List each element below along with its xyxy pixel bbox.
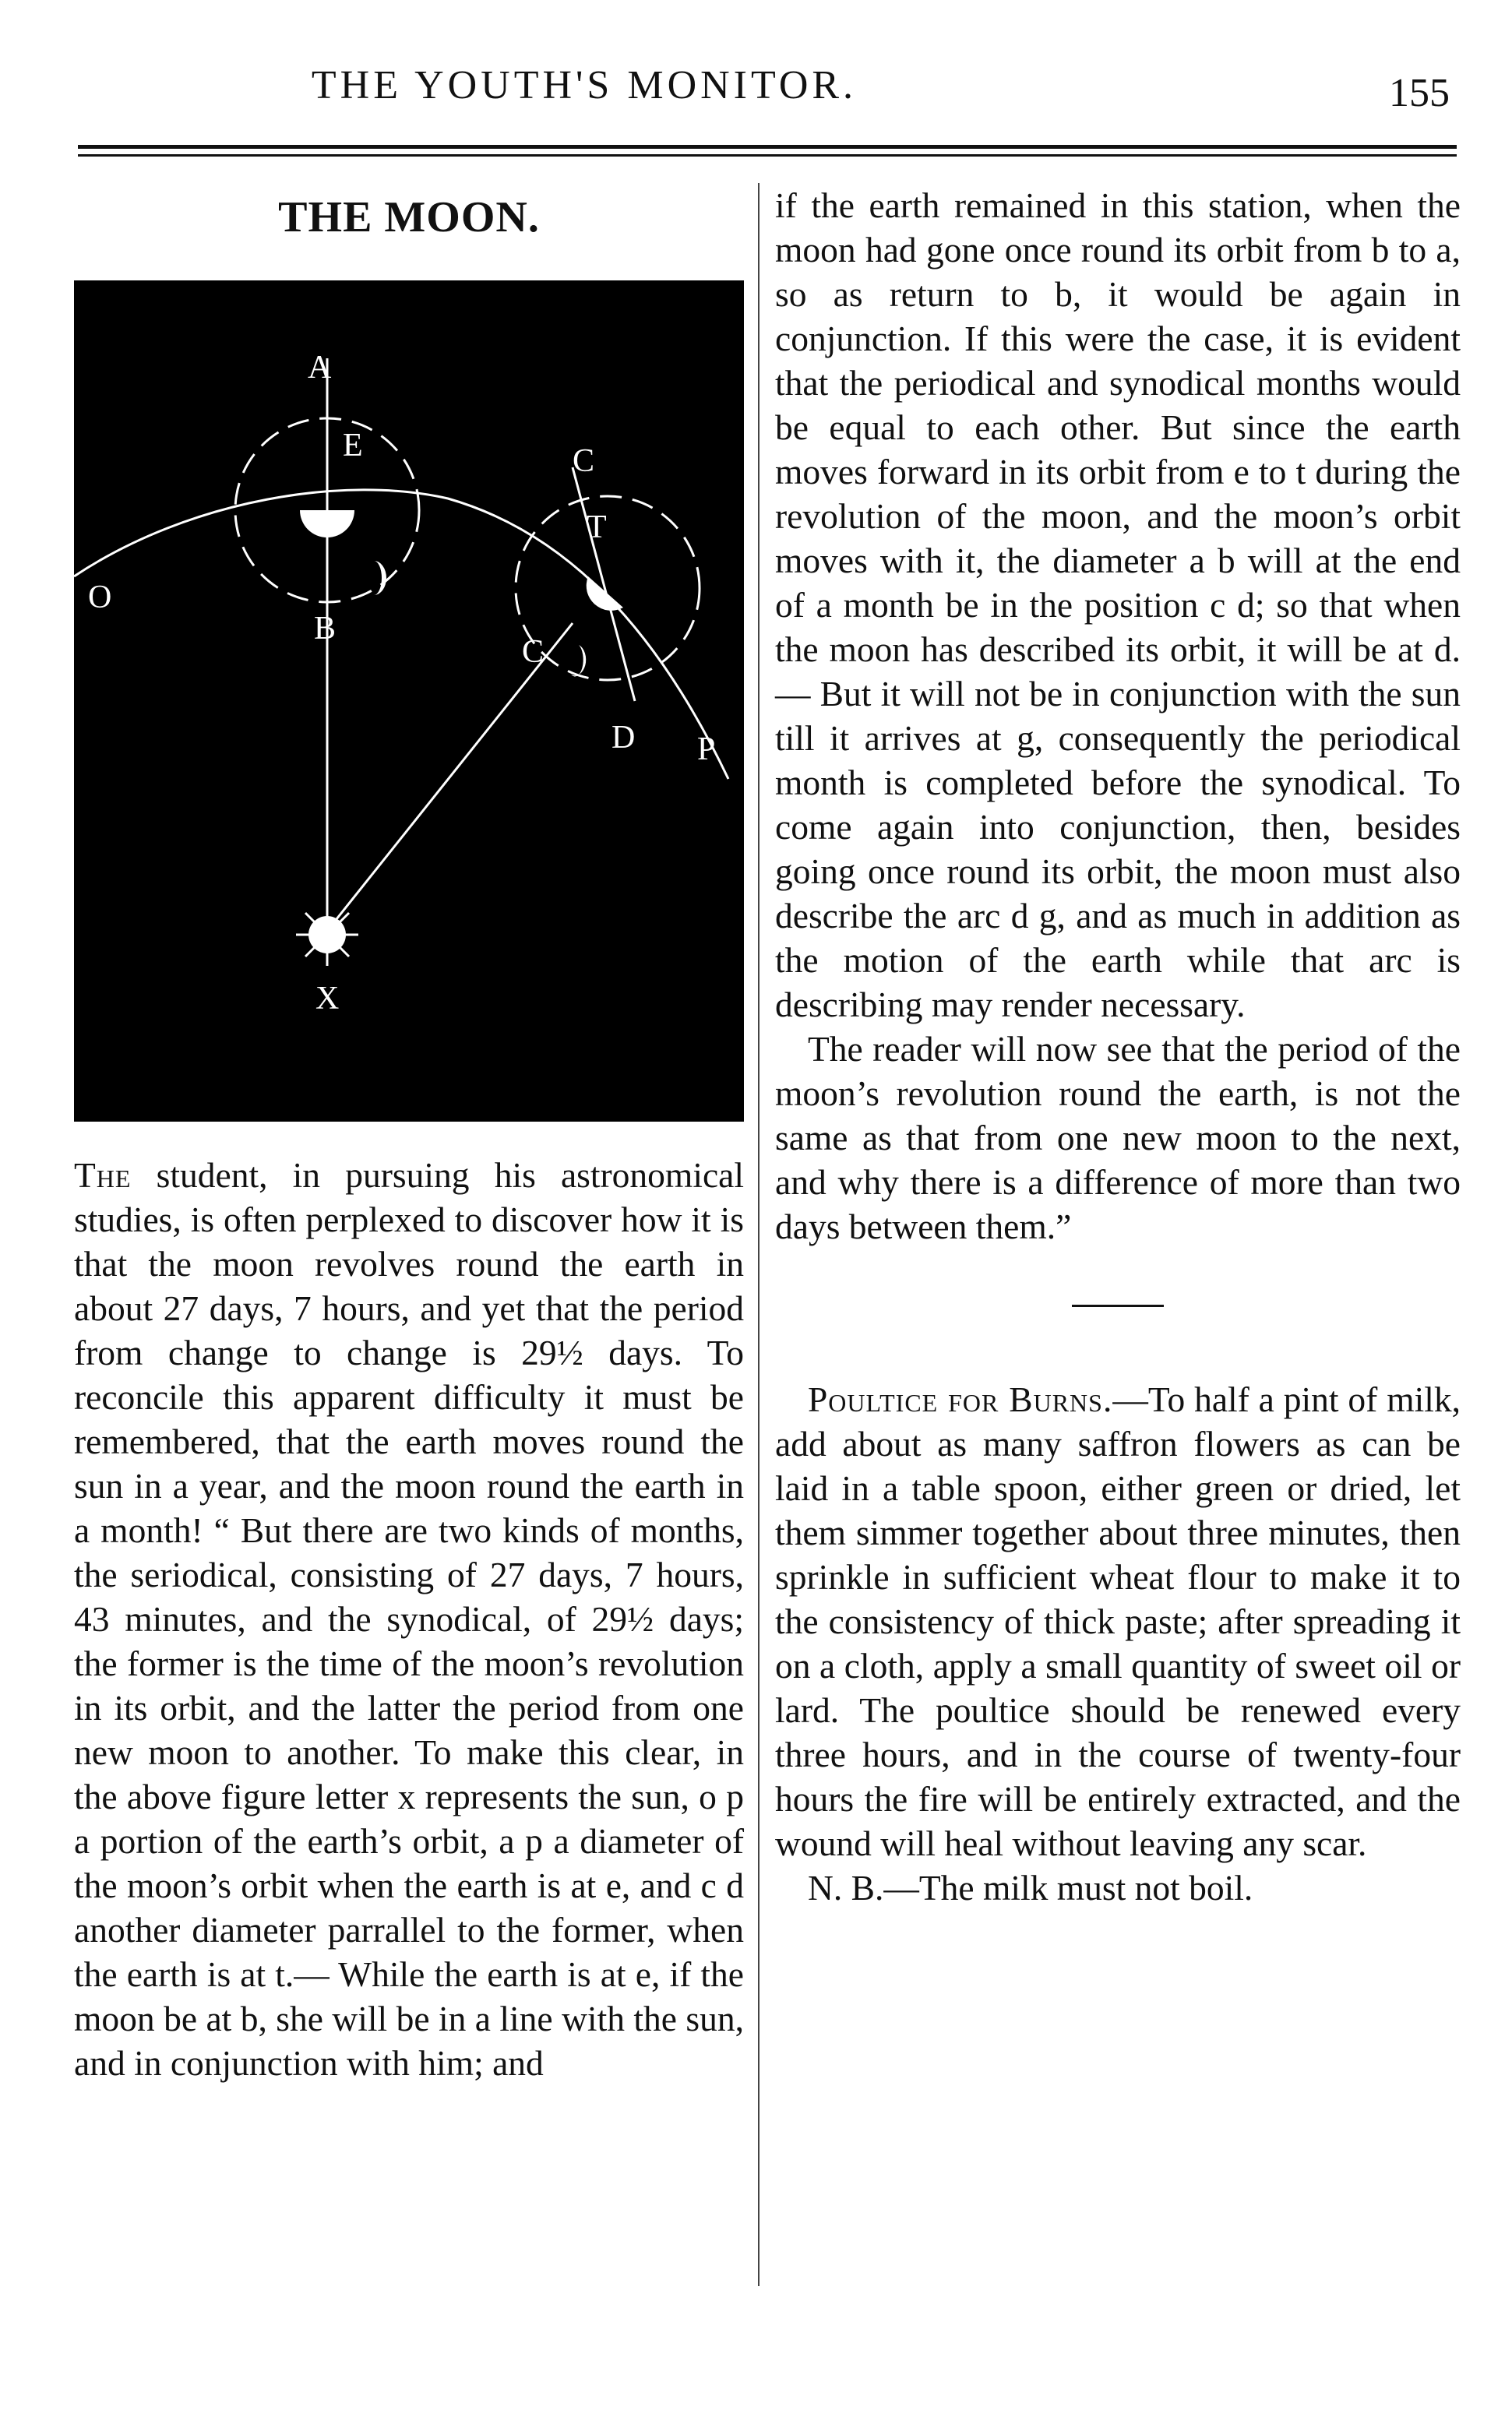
header-rule-secondary [78, 154, 1457, 157]
paragraph-body: student, in pursuing his astronomical studies, is often perplexed to discover how it is that the moon revolves round the earth in about 27 days, 7 hours, and yet that the period from change to change is 29½ days. To reconcile this apparent difficulty it must be remembered, that the earth moves round the sun in a year, and the moon round the earth in a month! “ But there are two kinds of months, the seriodical, consisting of 27 days, 7 hours, 43 minutes, and the synodical, of 29½ days; the former is the time of the moon’s revolution in its orbit, and the latter the period from one new moon to another. To make this clear, in the above figure letter x represents the sun, o p a portion of the earth’s orbit, a p a diameter of the moon’s orbit when the earth is at e, and c d another diameter parrallel to the former, when the earth is at t.— While the earth is at e, if the moon be at b, she will be in a line with the sun, and in conjunction with him; and [74, 1155, 744, 2083]
running-title: THE YOUTH'S MONITOR. [311, 63, 858, 107]
paragraph-conclusion: The reader will now see that the period of the moon’s revolution round the earth, is not the same as that from one new moon to the next, and why there is a difference of more than two days between them.” [775, 1029, 1461, 1246]
poultice-heading: Poultice for Burns. [808, 1379, 1113, 1419]
left-column [74, 183, 744, 2083]
label-o: O [88, 580, 112, 615]
label-x: X [315, 981, 340, 1016]
right-column [775, 183, 1461, 1910]
page-number: 155 [1389, 71, 1450, 115]
paragraph-moon-intro [74, 1153, 744, 2085]
diameter-cd [573, 467, 635, 701]
label-t: T [587, 509, 607, 545]
running-head [0, 31, 1512, 115]
section-divider [1072, 1305, 1164, 1307]
paragraph-lead: The [74, 1155, 132, 1195]
paragraph-poultice [775, 1377, 1461, 1866]
moon-g [571, 645, 586, 676]
earth-t [587, 576, 623, 611]
earth-e [300, 510, 354, 537]
section-title: THE MOON. [278, 193, 540, 241]
sun-icon [296, 904, 358, 966]
header-rule [78, 145, 1457, 149]
label-b: B [314, 611, 337, 647]
moon-orbit-figure [74, 280, 744, 1122]
label-e: E [343, 428, 363, 463]
label-p: P [697, 731, 716, 767]
orbit-diagram [74, 280, 744, 1122]
paragraph-note: N. B.—The milk must not boil. [808, 1868, 1253, 1908]
label-c-top: C [573, 443, 595, 479]
label-a: A [308, 350, 332, 386]
paragraph-continuation: if the earth remained in this station, when the moon had gone once round its orbit from b to a, so as return to b, it would be again in conjunction. If this were the case, it is evident that the periodical and synodical months would be equal to each other. But since the earth moves forward in its orbit from e to t during the revolution of the moon, and the moon’s orbit moves with it, the diameter a b will at the end of a month be in the position c d; so that when the moon has described its orbit, it will be at d.— But it will not be in conjunction with the sun till it arrives at g, consequently the periodical month is completed before the synodical. To come again into conjunction, then, besides going once round its orbit, the moon must also describe the arc d g, and as much in addition as the motion of the earth while that arc is describing may render necessary. [775, 185, 1461, 1024]
label-d: D [611, 720, 636, 756]
column-rule [758, 183, 760, 2286]
label-c-left: C [522, 634, 545, 670]
poultice-body: —To half a pint of milk, add about as many saffron flowers as can be laid in a table spoon, either green or dried, let them simmer together about three minutes, then sprinkle in sufficient wheat flour to make it to the consistency of thick paste; after spreading it on a cloth, apply a small quantity of sweet oil or lard. The poultice should be renewed every three hours, and in the course of twenty-four hours the fire will be entirely extracted, and the wound will heal without leaving any scar. [775, 1379, 1461, 1863]
moon-b [374, 561, 386, 595]
